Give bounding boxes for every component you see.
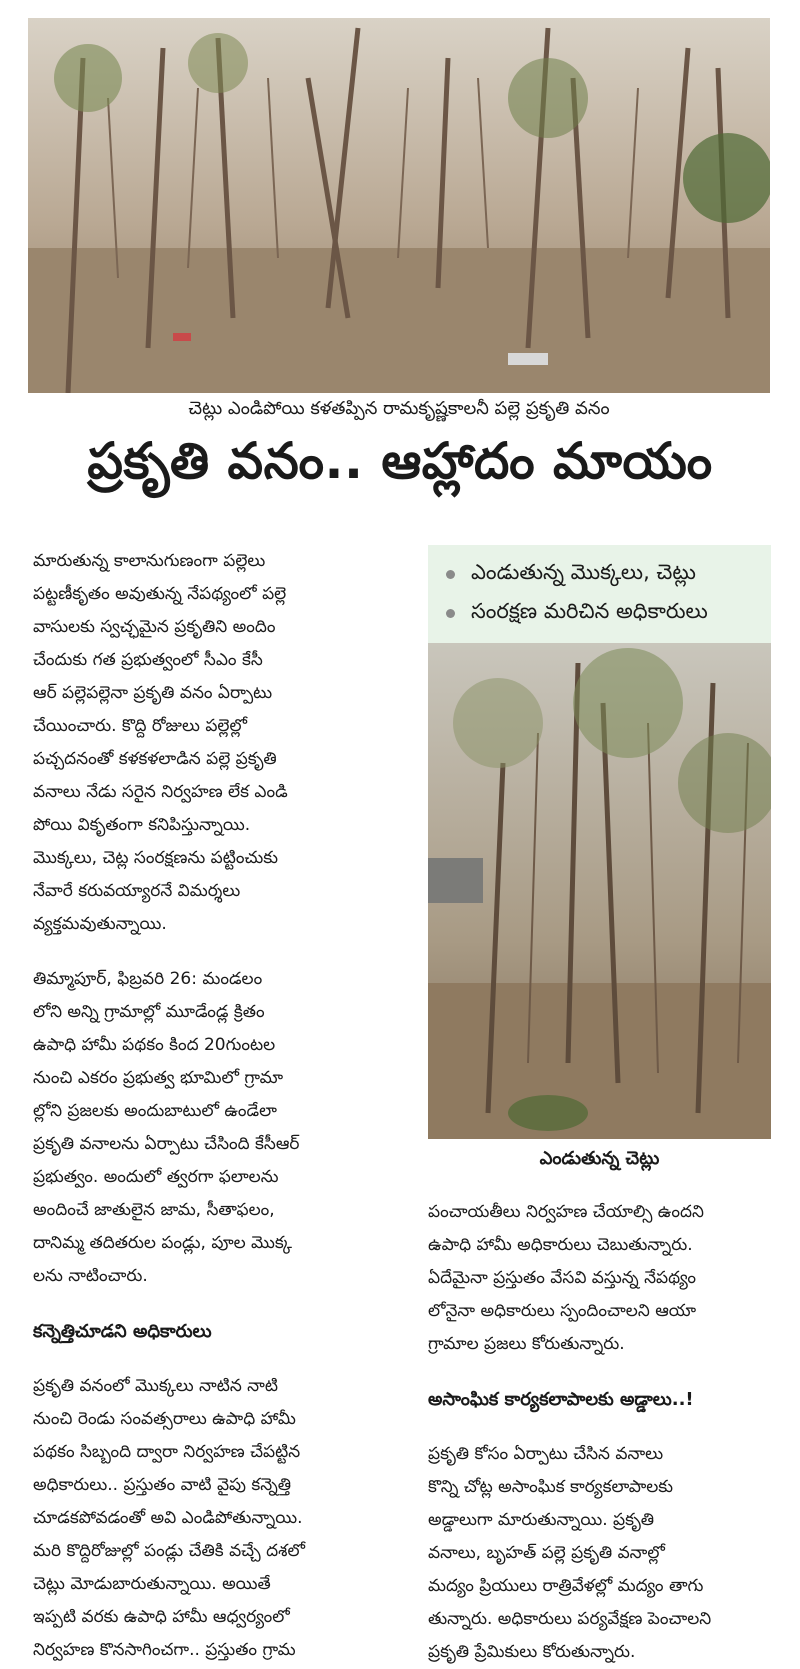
text-line: గ్రామాల ప్రజలు కోరుతున్నారు.	[428, 1334, 625, 1354]
text-line: లోనైనా అధికారులు స్పందించాలని ఆయా	[428, 1301, 697, 1321]
text-line: చేందుకు గత ప్రభుత్వంలో సీఎం కేసీ	[33, 650, 263, 670]
article-right-column	[428, 1196, 771, 1669]
text-line: ప్రకృతి కోసం ఏర్పాటు చేసిన వనాలు	[428, 1444, 664, 1464]
text-line: పథకం సిబ్బంది ద్వారా నిర్వహణ చేపట్టిన	[33, 1442, 301, 1462]
text-line: ఇప్పటి వరకు ఉపాధి హామీ ఆధ్వర్యంలో	[33, 1607, 290, 1627]
text-line: ఆర్ పల్లెపల్లెనా ప్రకృతి వనం ఏర్పాటు	[33, 683, 273, 703]
highlight-text: ఎండుతున్న మొక్కలు, చెట్లు	[471, 559, 696, 584]
text-line: ప్రకృతి వనాలను ఏర్పాటు చేసింది కేసీఆర్	[33, 1134, 300, 1154]
text-line: మొక్కలు, చెట్ల సంరక్షణను పట్టించుకు	[33, 848, 279, 868]
text-line: లోని అన్ని గ్రామాల్లో మూడేండ్ల క్రితం	[33, 1002, 265, 1022]
text-line: ల్లోని ప్రజలకు అందుబాటులో ఉండేలా	[33, 1101, 277, 1121]
text-line: పంచాయతీలు నిర్వహణ చేయాల్సి ఉందని	[428, 1202, 704, 1222]
text-line: పచ్చదనంతో కళకళలాడిన పల్లె ప్రకృతి	[33, 749, 277, 769]
text-line: నేవారే కరువయ్యారనే విమర్శలు	[33, 881, 241, 901]
text-line: వాసులకు స్వచ్ఛమైన ప్రకృతిని అందిం	[33, 617, 276, 637]
text-line: నుంచి ఎకరం ప్రభుత్వ భూమిలో గ్రామా	[33, 1068, 284, 1088]
photo-caption: ఎండుతున్న చెట్లు	[539, 1148, 660, 1169]
text-line: చేయించారు. కొద్ది రోజులు పల్లెల్లో	[33, 716, 247, 736]
text-line: మరి కొద్దిరోజుల్లో పండ్లు చేతికి వచ్చే దశలో	[33, 1541, 305, 1561]
highlight-text: సంరక్షణ మరిచిన అధికారులు	[471, 598, 708, 623]
text-line: చెట్లు మోడుబారుతున్నాయి. అయితే	[33, 1574, 271, 1594]
dry-forest-photo	[28, 18, 770, 393]
subheading: అసాంఘిక కార్యకలాపాలకు అడ్డాలు..!	[428, 1389, 694, 1410]
text-line: అందించే జాతులైన జామ, సీతాఫలం,	[33, 1200, 275, 1220]
bullet-icon	[446, 609, 455, 618]
highlight-item	[440, 594, 759, 633]
highlight-item	[440, 555, 759, 594]
text-line: చూడకపోవడంతో అవి ఎండిపోతున్నాయి.	[33, 1508, 303, 1528]
text-line: దానిమ్మ తదితరుల పండ్లు, పూల మొక్క	[33, 1233, 292, 1253]
subheading: కన్నెత్తిచూడని అధికారులు	[33, 1321, 212, 1342]
text-line: ఏదేమైనా ప్రస్తుతం వేసవి వస్తున్న నేపథ్యం	[428, 1268, 697, 1288]
text-line: ఉపాధి హామీ పథకం కింద 20గుంటల	[33, 1035, 276, 1055]
drying-trees-photo	[428, 643, 771, 1139]
text-line: తిమ్మాపూర్, ఫిబ్రవరి 26: మండలం	[33, 969, 263, 989]
text-line: తున్నారు. అధికారులు పర్యవేక్షణ పెంచాలని	[428, 1609, 712, 1629]
text-line: కొన్ని చోట్ల అసాంఘిక కార్యకలాపాలకు	[428, 1477, 674, 1497]
text-line: ప్రభుత్వం. అందులో త్వరగా ఫలాలను	[33, 1167, 279, 1187]
text-line: ప్రకృతి వనంలో మొక్కలు నాటిన నాటి	[33, 1376, 278, 1396]
text-line: వనాలు, బృహత్ పల్లె ప్రకృతి వనాల్లో	[428, 1543, 665, 1563]
text-line: ఉపాధి హామీ అధికారులు చెబుతున్నారు.	[428, 1235, 693, 1255]
text-line: నిర్వహణ కొనసాగించగా.. ప్రస్తుతం గ్రామ	[33, 1640, 296, 1660]
headline: ప్రకృతి వనం.. ఆహ్లాదం మాయం	[87, 432, 713, 490]
text-line: వ్యక్తమవుతున్నాయి.	[33, 914, 167, 934]
text-line: నుంచి రెండు సంవత్సరాలు ఉపాధి హామీ	[33, 1409, 296, 1429]
text-line: పట్టణీకృతం అవుతున్న నేపథ్యంలో పల్లె	[33, 584, 287, 604]
text-line: అధికారులు.. ప్రస్తుతం వాటి వైపు కన్నెత్తి	[33, 1475, 292, 1495]
text-line: వనాలు నేడు సరైన నిర్వహణ లేక ఎండి	[33, 782, 288, 802]
text-line: ప్రకృతి ప్రేమికులు కోరుతున్నారు.	[428, 1642, 636, 1662]
text-line: అడ్డాలుగా మారుతున్నాయి. ప్రకృతి	[428, 1510, 655, 1530]
text-line: పోయి వికృతంగా కనిపిస్తున్నాయి.	[33, 815, 251, 835]
article-left-column	[33, 545, 413, 1667]
text-line: లను నాటించారు.	[33, 1266, 148, 1286]
bullet-icon	[446, 570, 455, 579]
highlights-box	[428, 545, 771, 643]
text-line: మద్యం ప్రియులు రాత్రివేళల్లో మద్యం తాగు	[428, 1576, 704, 1596]
photo-caption: చెట్లు ఎండిపోయి కళతప్పిన రామకృష్ణకాలనీ పల్లె ప్రకృతి వనం	[188, 398, 610, 419]
text-line: మారుతున్న కాలానుగుణంగా పల్లెలు	[33, 551, 266, 571]
